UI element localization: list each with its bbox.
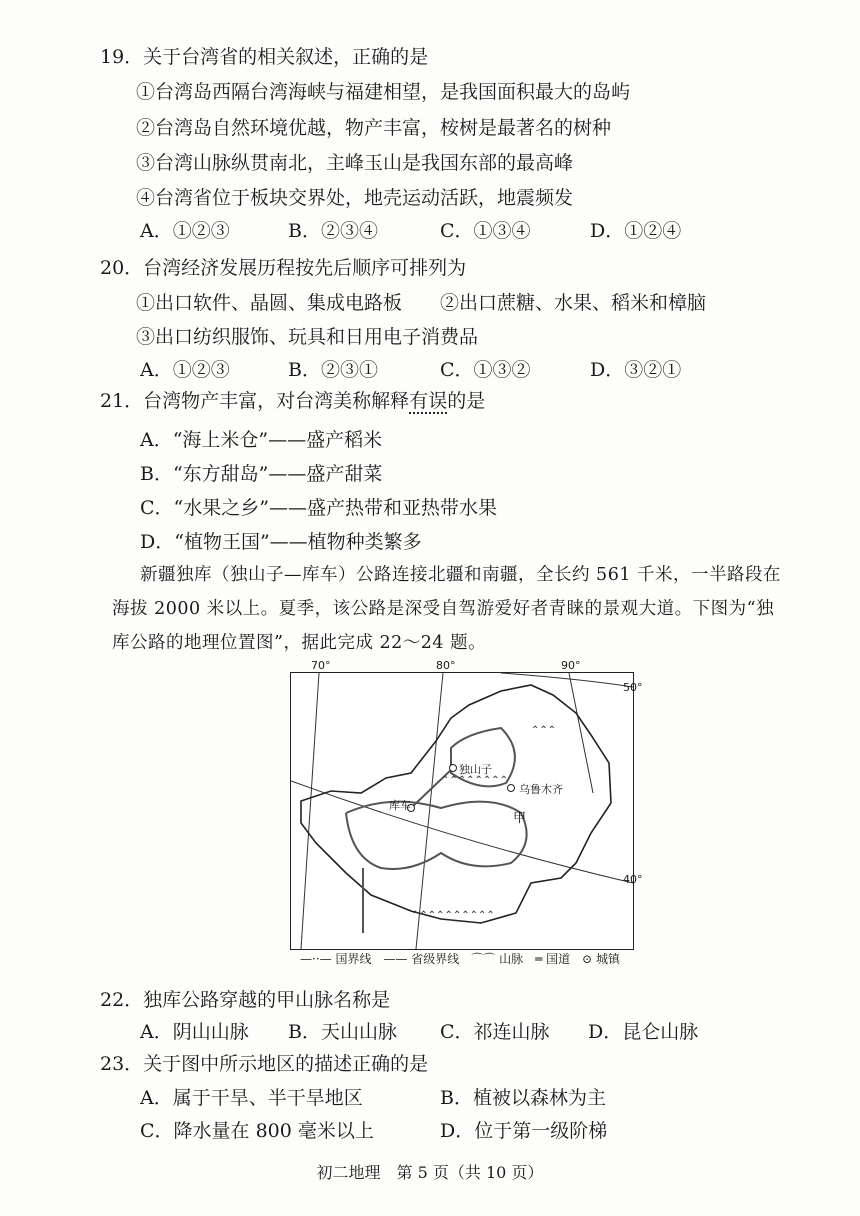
q20-item-3: ③出口纺织服饰、玩具和日用电子消费品 [136, 326, 479, 348]
q20-option-c[interactable]: C．①③② [440, 359, 531, 381]
q22-stem: 22．独库公路穿越的甲山脉名称是 [100, 989, 391, 1011]
q20-item-1: ①出口软件、晶圆、集成电路板 [136, 292, 403, 314]
q21-stem-emphasis: 有误 [409, 390, 448, 412]
q20-options [0, 355, 860, 385]
q19-stem: 19．关于台湾省的相关叙述，正确的是 [100, 46, 429, 68]
map-figure [290, 659, 643, 950]
parallel-40 [291, 781, 633, 883]
q19-option-a[interactable]: A．①②③ [140, 220, 230, 242]
q19-options [0, 216, 860, 246]
mountain-symbols-3: ⌃⌃⌃⌃⌃⌃⌃⌃⌃⌃ [411, 910, 495, 921]
q23-option-a[interactable]: A．属于干旱、半干旱地区 [140, 1087, 363, 1109]
town-dushanzi-icon [450, 765, 457, 772]
place-kuqa: 库车 [389, 799, 411, 812]
place-dushanzi: 独山子 [459, 763, 492, 776]
q21-option-d[interactable]: D．“植物王国”——植物种类繁多 [140, 531, 422, 553]
q22-options [0, 1017, 860, 1047]
q21-stem-post: 的是 [447, 390, 486, 412]
q23-stem: 23．关于图中所示地区的描述正确的是 [100, 1053, 429, 1075]
mountain-symbols-1: ⌃⌃⌃⌃⌃⌃⌃⌃ [441, 775, 509, 786]
q20-option-d[interactable]: D．③②① [590, 359, 682, 381]
passage-text: 新疆独库（独山子—库车）公路连接北疆和南疆，全长约 561 千米，一半路段在海拔 2000 米以上。夏季，该公路是深受自驾游爱好者青睐的景观大道。下图为“独库公路的地理位置图”，据此完成 22～24 题。 [112, 565, 782, 653]
lat-40-label: 40° [623, 873, 643, 886]
q21-option-a[interactable]: A．“海上米仓”——盛产稻米 [140, 429, 383, 451]
map-legend: —··— 国界线 —— 省级界线 ⌒⌒ 山脉 ═ 国道 ⊙ 城镇 [300, 952, 620, 966]
q22-option-b[interactable]: B．天山山脉 [288, 1021, 397, 1043]
q19-option-d[interactable]: D．①②④ [590, 220, 682, 242]
road-duku [363, 768, 453, 933]
lon-80-label: 80° [436, 659, 456, 672]
q19-option-c[interactable]: C．①③④ [440, 220, 531, 242]
q21-option-b[interactable]: B．“东方甜岛”——盛产甜菜 [140, 463, 383, 485]
parallel-50 [501, 673, 633, 687]
q23-option-c[interactable]: C．降水量在 800 毫米以上 [140, 1120, 374, 1142]
mountain-symbols-2: ⌃⌃⌃ [531, 725, 557, 736]
q19-item-1: ①台湾岛西隔台湾海峡与福建相望，是我国面积最大的岛屿 [136, 81, 631, 103]
meridian-70 [301, 673, 319, 949]
page-footer: 初二地理 第 5 页（共 10 页） [316, 1163, 544, 1182]
q23-option-b[interactable]: B．植被以森林为主 [440, 1087, 606, 1109]
q19-option-b[interactable]: B．②③④ [288, 220, 378, 242]
road-loop-south [346, 802, 527, 869]
lat-50-label: 50° [623, 681, 643, 694]
q23-option-d[interactable]: D．位于第一级阶梯 [440, 1120, 608, 1142]
lon-70-label: 70° [311, 659, 331, 672]
q20-option-b[interactable]: B．②③① [288, 359, 378, 381]
map-svg [291, 673, 633, 949]
meridian-80 [416, 673, 443, 949]
town-urumqi-icon [508, 785, 515, 792]
q19-item-2: ②台湾岛自然环境优越，物产丰富，桉树是最著名的树种 [136, 117, 612, 139]
q20-item-2: ②出口蔗糖、水果、稻米和樟脑 [440, 292, 707, 314]
place-jia: 甲 [513, 811, 527, 826]
q21-stem-pre: 21．台湾物产丰富，对台湾美称解释 [100, 390, 410, 412]
q22-option-d[interactable]: D．昆仑山脉 [588, 1021, 699, 1043]
q21-stem [100, 386, 485, 413]
q21-option-c[interactable]: C．“水果之乡”——盛产热带和亚热带水果 [140, 497, 497, 519]
q19-item-4: ④台湾省位于板块交界处，地壳运动活跃，地震频发 [136, 187, 574, 209]
q22-option-c[interactable]: C．祁连山脉 [440, 1021, 550, 1043]
q20-option-a[interactable]: A．①②③ [140, 359, 230, 381]
q19-item-3: ③台湾山脉纵贯南北，主峰玉山是我国东部的最高峰 [136, 152, 574, 174]
place-urumqi: 乌鲁木齐 [519, 783, 563, 796]
q22-option-a[interactable]: A．阴山山脉 [140, 1021, 249, 1043]
lon-90-label: 90° [561, 659, 581, 672]
q20-stem: 20．台湾经济发展历程按先后顺序可排列为 [100, 257, 467, 279]
